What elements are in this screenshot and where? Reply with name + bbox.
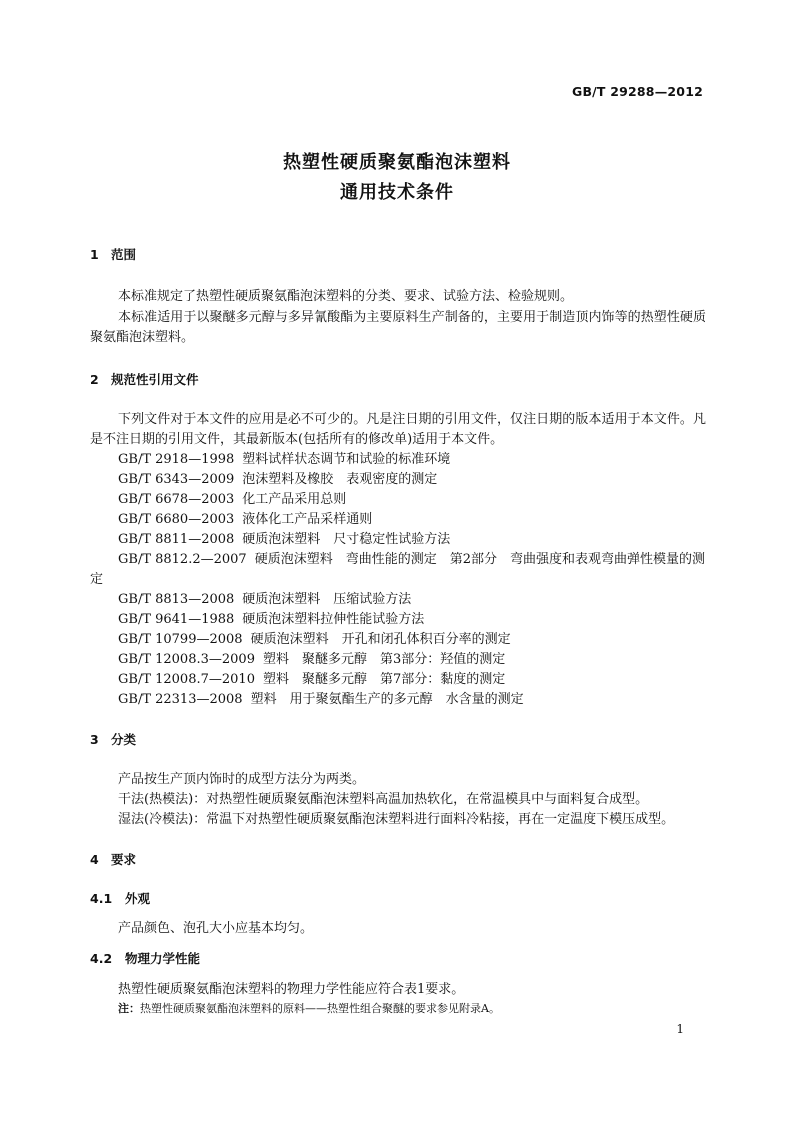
note [118, 1001, 500, 1017]
subsection-4-2-heading [90, 951, 200, 967]
classification-paragraph-1: 产品按生产顶内饰时的成型方法分为两类。 [118, 772, 366, 787]
reference-title: 硬质泡沫塑料 弯曲性能的测定 第2部分 弯曲强度和表观弯曲弹性模量的测定 [90, 552, 705, 587]
section-title: 分类 [111, 732, 137, 747]
section-1-heading [90, 247, 136, 263]
reference-item [90, 590, 706, 610]
scope-paragraph-1: 本标准规定了热塑性硬质聚氨酯泡沫塑料的分类、要求、试验方法、检验规则。 [118, 289, 574, 304]
subsection-title: 物理力学性能 [125, 951, 201, 966]
reference-code: GB/T 8811—2008 [118, 532, 235, 547]
section-title: 要求 [111, 852, 137, 867]
section-number: 3 [90, 732, 99, 747]
reference-code: GB/T 9641—1988 [118, 612, 235, 627]
reference-title: 硬质泡沫塑料 开孔和闭孔体积百分率的测定 [250, 632, 511, 647]
reference-item [90, 690, 706, 710]
page-number: 1 [676, 1022, 684, 1036]
reference-code: GB/T 2918—1998 [118, 452, 235, 467]
reference-item [90, 530, 706, 550]
reference-item [90, 610, 706, 630]
section-number: 4 [90, 852, 99, 867]
properties-paragraph: 热塑性硬质聚氨酯泡沫塑料的物理力学性能应符合表1要求。 [118, 982, 465, 997]
reference-item [90, 630, 706, 650]
reference-item [90, 470, 706, 490]
reference-code: GB/T 8813—2008 [118, 592, 235, 607]
reference-code: GB/T 6343—2009 [118, 472, 235, 487]
reference-title: 塑料 聚醚多元醇 第7部分：黏度的测定 [262, 672, 506, 687]
reference-item [90, 550, 706, 590]
section-title: 范围 [111, 247, 137, 262]
reference-title: 塑料 用于聚氨酯生产的多元醇 水含量的测定 [250, 692, 524, 707]
reference-item [90, 650, 706, 670]
reference-item [90, 490, 706, 510]
reference-title: 塑料 聚醚多元醇 第3部分：羟值的测定 [262, 652, 506, 667]
subsection-title: 外观 [125, 891, 151, 906]
reference-title: 硬质泡沫塑料 压缩试验方法 [242, 592, 412, 607]
reference-title: 塑料试样状态调节和试验的标准环境 [242, 452, 451, 467]
subsection-4-1-heading [90, 891, 150, 907]
appearance-paragraph: 产品颜色、泡孔大小应基本均匀。 [118, 921, 314, 936]
references-intro: 下列文件对于本文件的应用是必不可少的。凡是注日期的引用文件，仅注日期的版本适用于本文件。凡是不注日期的引用文件，其最新版本(包括所有的修改单)适用于本文件。 [90, 412, 706, 447]
subsection-number: 4.1 [90, 891, 113, 906]
reference-code: GB/T 12008.7—2010 [118, 672, 255, 687]
section-2-heading [90, 372, 199, 388]
reference-item [90, 510, 706, 530]
document-title-line2: 通用技术条件 [340, 182, 454, 203]
reference-code: GB/T 22313—2008 [118, 692, 243, 707]
note-label: 注： [118, 1002, 140, 1015]
reference-title: 硬质泡沫塑料 尺寸稳定性试验方法 [242, 532, 451, 547]
reference-title: 化工产品采用总则 [242, 492, 347, 507]
classification-paragraph-3: 湿法(冷模法)：常温下对热塑性硬质聚氨酯泡沫塑料进行面料冷粘接，再在一定温度下模压成型。 [118, 812, 675, 827]
reference-title: 液体化工产品采样通则 [242, 512, 373, 527]
reference-item [90, 450, 706, 470]
reference-title: 硬质泡沫塑料拉伸性能试验方法 [242, 612, 425, 627]
subsection-number: 4.2 [90, 951, 113, 966]
section-4-heading [90, 852, 136, 868]
section-3-heading [90, 732, 136, 748]
document-title-line1: 热塑性硬质聚氨酯泡沫塑料 [283, 152, 511, 173]
reference-item [90, 670, 706, 690]
reference-list [90, 450, 706, 710]
reference-code: GB/T 8812.2—2007 [118, 552, 247, 567]
reference-code: GB/T 12008.3—2009 [118, 652, 255, 667]
reference-code: GB/T 6678—2003 [118, 492, 235, 507]
classification-paragraph-2: 干法(热模法)：对热塑性硬质聚氨酯泡沫塑料高温加热软化，在常温模具中与面料复合成型。 [118, 792, 649, 807]
reference-code: GB/T 6680—2003 [118, 512, 235, 527]
section-title: 规范性引用文件 [111, 372, 199, 387]
section-number: 1 [90, 247, 99, 262]
section-number: 2 [90, 372, 99, 387]
scope-paragraph-2: 本标准适用于以聚醚多元醇与多异氰酸酯为主要原料生产制备的，主要用于制造顶内饰等的热塑性硬质聚氨酯泡沫塑料。 [90, 310, 706, 345]
note-text: 热塑性硬质聚氨酯泡沫塑料的原料——热塑性组合聚醚的要求参见附录A。 [140, 1002, 500, 1015]
reference-code: GB/T 10799—2008 [118, 632, 243, 647]
standard-code: GB/T 29288—2012 [571, 84, 703, 99]
reference-title: 泡沫塑料及橡胶 表观密度的测定 [242, 472, 438, 487]
